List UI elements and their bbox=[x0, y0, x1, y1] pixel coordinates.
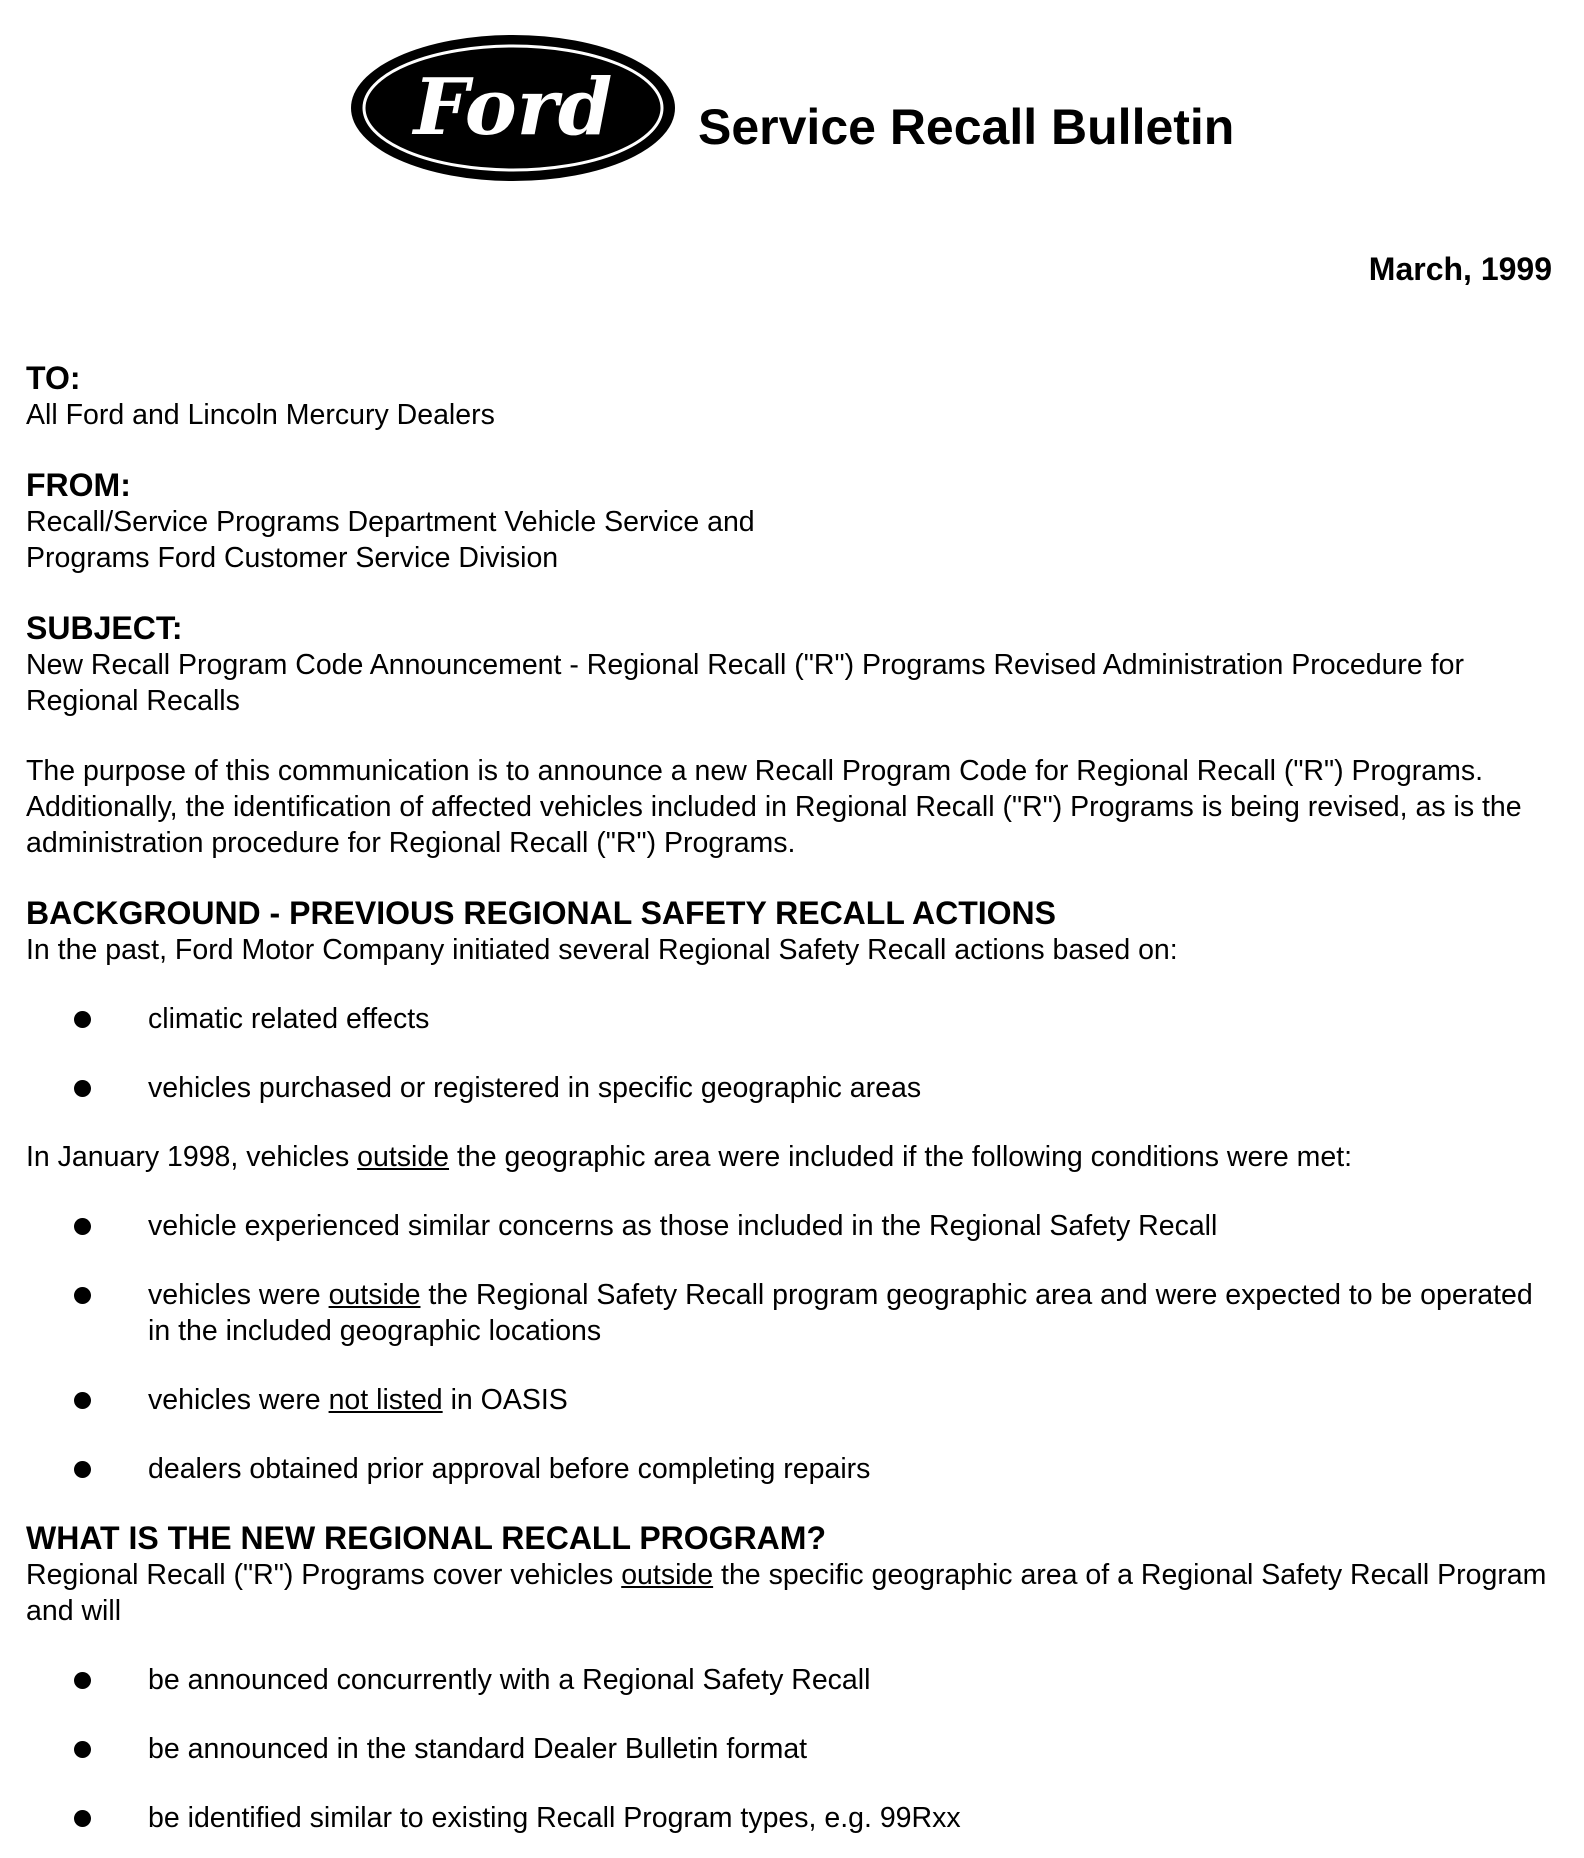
list-item-text: be identified similar to existing Recall Program types, e.g. 99Rxx bbox=[148, 1802, 961, 1834]
list-item-text: be announced in the standard Dealer Bulletin format bbox=[148, 1733, 808, 1765]
new-program-intro-post: the specific geographic area of a Regional Safety Recall Program and will bbox=[26, 1559, 1547, 1627]
list-item-text: vehicles purchased or registered in specific geographic areas bbox=[148, 1072, 922, 1104]
list-item-text-post: the Regional Safety Recall program geographic area and were expected to be operated in the included geographic locations bbox=[148, 1279, 1533, 1347]
ford-logo bbox=[346, 30, 680, 186]
purpose-paragraph: The purpose of this communication is to announce a new Recall Program Code for Regional Recall ("R") Programs. Additionally, the identification of affected vehicles included in Regional Recall ("R") Programs is being revised, as is the administration procedure for Regional Recall ("R") Programs. bbox=[26, 755, 1522, 859]
list-item bbox=[26, 1070, 1556, 1106]
bullet-icon bbox=[74, 1810, 91, 1827]
subject-block bbox=[26, 610, 1556, 719]
to-value: All Ford and Lincoln Mercury Dealers bbox=[26, 399, 495, 431]
new-program-list bbox=[26, 1662, 1556, 1836]
new-program-heading: WHAT IS THE NEW REGIONAL RECALL PROGRAM? bbox=[26, 1520, 826, 1556]
bullet-icon bbox=[74, 1672, 91, 1689]
list-item-text-pre: vehicles were bbox=[148, 1279, 329, 1311]
list-item-text: vehicle experienced similar concerns as those included in the Regional Safety Recall bbox=[148, 1210, 1218, 1242]
january-text-underlined: outside bbox=[357, 1141, 450, 1173]
list-item bbox=[26, 1731, 1556, 1767]
conditions-list bbox=[26, 1208, 1556, 1487]
to-label: TO: bbox=[26, 360, 81, 396]
bulletin-date: March, 1999 bbox=[1368, 251, 1552, 287]
list-item-text: climatic related effects bbox=[148, 1003, 430, 1035]
list-item-text: be announced concurrently with a Regional Safety Recall bbox=[148, 1664, 871, 1696]
from-line-1: Recall/Service Programs Department Vehicle Service and bbox=[26, 506, 755, 538]
new-program-intro-pre: Regional Recall ("R") Programs cover vehicles bbox=[26, 1559, 622, 1591]
list-item bbox=[26, 1277, 1556, 1349]
list-item bbox=[26, 1451, 1556, 1487]
list-item-text-underlined: outside bbox=[328, 1279, 421, 1311]
list-item bbox=[26, 1800, 1556, 1836]
list-item-text-post: in OASIS bbox=[442, 1384, 568, 1416]
to-block bbox=[26, 360, 1556, 433]
list-item-text-pre: vehicles were bbox=[148, 1384, 329, 1416]
from-block bbox=[26, 467, 1556, 576]
bullet-icon bbox=[74, 1461, 91, 1478]
list-item bbox=[26, 1001, 1556, 1037]
background-section bbox=[26, 895, 1556, 1487]
bulletin-title: Service Recall Bulletin bbox=[698, 99, 1235, 155]
new-program-intro-underlined: outside bbox=[621, 1559, 714, 1591]
from-label: FROM: bbox=[26, 467, 131, 503]
january-text-post: the geographic area were included if the following conditions were met: bbox=[449, 1141, 1353, 1173]
january-paragraph bbox=[26, 1139, 1556, 1175]
bullet-icon bbox=[74, 1080, 91, 1097]
background-intro: In the past, Ford Motor Company initiated several Regional Safety Recall actions based on: bbox=[26, 934, 1178, 966]
from-line-2: Programs Ford Customer Service Division bbox=[26, 542, 559, 574]
subject-label: SUBJECT: bbox=[26, 610, 183, 646]
list-item bbox=[26, 1662, 1556, 1698]
background-heading: BACKGROUND - PREVIOUS REGIONAL SAFETY RECALL ACTIONS bbox=[26, 895, 1056, 931]
list-item-text-underlined: not listed bbox=[328, 1384, 443, 1416]
list-item-text: dealers obtained prior approval before completing repairs bbox=[148, 1453, 871, 1485]
bullet-icon bbox=[74, 1741, 91, 1758]
list-item bbox=[26, 1382, 1556, 1418]
bullet-icon bbox=[74, 1011, 91, 1028]
logo-wordmark: Ford bbox=[413, 62, 613, 153]
new-program-intro bbox=[26, 1557, 1556, 1629]
bulletin-body bbox=[26, 360, 1556, 1836]
bullet-icon bbox=[74, 1287, 91, 1304]
january-text-pre: In January 1998, vehicles bbox=[26, 1141, 358, 1173]
bullet-icon bbox=[74, 1218, 91, 1235]
new-program-section bbox=[26, 1520, 1556, 1836]
bullet-icon bbox=[74, 1392, 91, 1409]
background-list bbox=[26, 1001, 1556, 1106]
list-item bbox=[26, 1208, 1556, 1244]
subject-text: New Recall Program Code Announcement - Regional Recall ("R") Programs Revised Administration Procedure for Regional Recalls bbox=[26, 649, 1464, 717]
